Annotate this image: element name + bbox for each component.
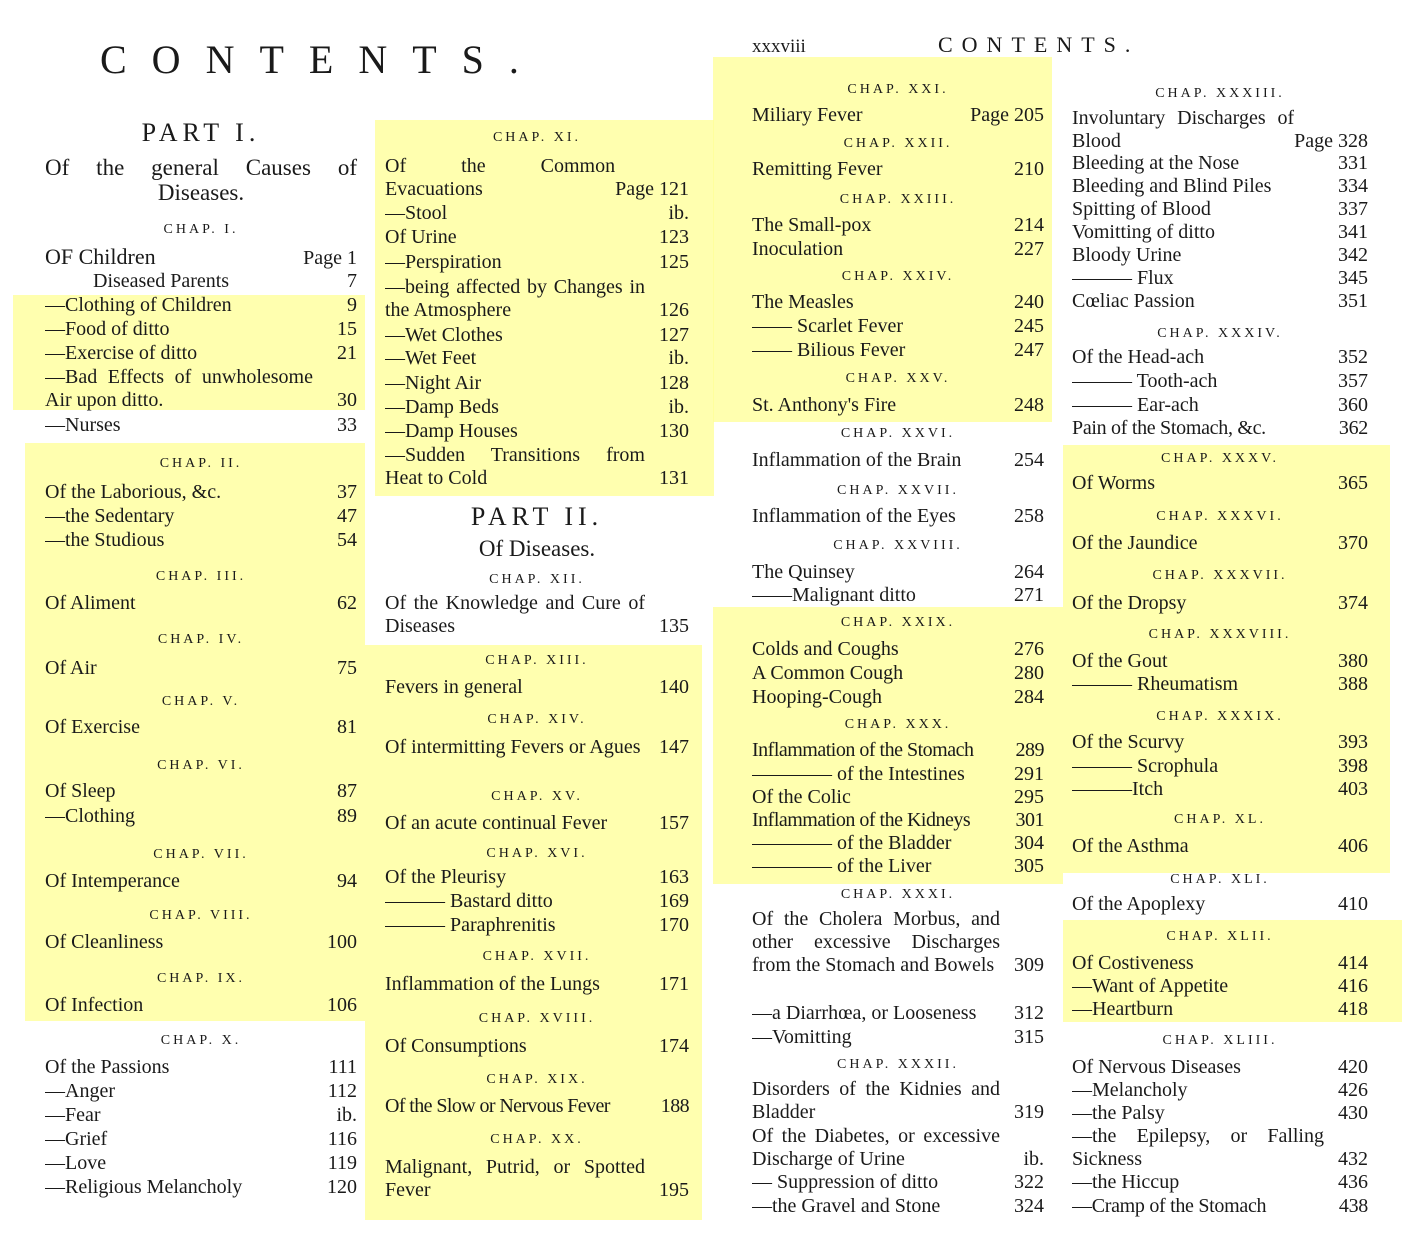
chapter-label: CHAP. XXIX. [840,615,956,630]
contents-entry: Disorders of the Kidnies and Bladder 319 [752,1078,1044,1123]
contents-entry: —Night Air 128 [385,372,689,394]
chapter-label: CHAP. III. [155,569,247,584]
chapter-label: CHAP. XXIII. [839,192,957,207]
contents-entry: Of Sleep 87 [45,780,357,802]
contents-entry: ——— Bastard ditto 169 [385,890,689,912]
contents-column-2 [385,0,689,1247]
contents-entry: ——— Paraphrenitis 170 [385,914,689,936]
contents-entry: —Damp Beds ib. [385,396,689,418]
chapter-label: CHAP. XXXIX. [1156,709,1284,724]
contents-entry: —Clothing of Children 9 [45,294,357,316]
chapter-label: CHAP. XXXVIII. [1148,627,1292,642]
contents-entry: Of Costiveness 414 [1072,952,1368,974]
contents-entry: —Anger 112 [45,1080,357,1102]
part-subtitle: Of Diseases. [478,536,596,561]
chapter-label: CHAP. XXVII. [837,483,959,498]
contents-entry: —Fear ib. [45,1104,357,1126]
contents-entry: Of the Diabetes, or excessive Discharge of Urine ib. [752,1125,1044,1170]
contents-entry: Of the Laborious, &c. 37 [45,481,357,503]
contents-entry: ——— Flux 345 [1072,267,1368,289]
contents-entry: ———— of the Liver 305 [752,855,1044,877]
contents-entry: —the Hiccup 436 [1072,1171,1368,1193]
contents-entry: ——— Rheumatism 388 [1072,673,1368,695]
contents-entry: Bleeding at the Nose 331 [1072,152,1368,174]
contents-entry: The Small-pox 214 [752,214,1044,236]
chapter-label: CHAP. XXXI. [840,887,956,902]
contents-entry: ——Malignant ditto 271 [752,584,1044,606]
contents-column-3 [752,0,1044,1247]
contents-entry: —the Palsy 430 [1072,1102,1368,1124]
contents-entry: —Exercise of ditto 21 [45,342,357,364]
chapter-label: CHAP. XL. [1174,812,1266,827]
contents-entry: Of the Common Evacuations Page 121 [385,155,689,200]
chapter-label: CHAP. XXXV. [1161,451,1279,466]
contents-entry: Of the Dropsy 374 [1072,592,1368,614]
contents-column-4 [1072,0,1368,1247]
contents-entry: Of Air 75 [45,657,357,679]
contents-entry: —Cramp of the Stomach 438 [1072,1195,1368,1217]
contents-entry: ——— Tooth-ach 357 [1072,370,1368,392]
contents-entry: —Damp Houses 130 [385,420,689,442]
chapter-label: CHAP. I. [163,222,239,237]
chapter-label: CHAP. VIII. [149,908,253,923]
contents-entry: —Want of Appetite 416 [1072,975,1368,997]
chapter-label: CHAP. XXX. [844,717,952,732]
chapter-label: CHAP. IV. [157,632,245,647]
contents-entry: Of the Pleurisy 163 [385,866,689,888]
contents-entry: Of the Cholera Morbus, and other excessive Discharges from the Stomach and Bowels 309 [752,908,1044,976]
contents-entry: Diseased Parents 7 [93,270,357,292]
chapter-label: CHAP. XXI. [847,82,949,97]
contents-entry: The Measles 240 [752,291,1044,313]
contents-entry: —Heartburn 418 [1072,998,1368,1020]
chapter-label: CHAP. XXXIV. [1157,326,1283,341]
chapter-label: CHAP. XXII. [843,136,953,151]
contents-entry: Fevers in general 140 [385,676,689,698]
contents-entry: Of Aliment 62 [45,592,357,614]
contents-entry: Hooping-Cough 284 [752,686,1044,708]
contents-entry: —Melancholy 426 [1072,1079,1368,1101]
contents-entry: Bloody Urine 342 [1072,244,1368,266]
chapter-label: CHAP. XI. [492,130,582,145]
contents-entry: —Grief 116 [45,1128,357,1150]
contents-entry: A Common Cough 280 [752,662,1044,684]
contents-entry: Of Worms 365 [1072,472,1368,494]
chapter-label: CHAP. XVIII. [478,1011,596,1026]
chapter-label: CHAP. II. [159,456,243,471]
contents-entry: —being affected by Changes in the Atmosphere 126 [385,276,689,321]
chapter-label: CHAP. IX. [156,971,246,986]
contents-entry: Of the Knowledge and Cure of Diseases 135 [385,592,689,637]
contents-entry: Remitting Fever 210 [752,158,1044,180]
contents-entry: —the Sedentary 47 [45,505,357,527]
chapter-label: CHAP. X. [160,1033,242,1048]
contents-entry: St. Anthony's Fire 248 [752,394,1044,416]
chapter-label: CHAP. VII. [153,847,249,862]
chapter-label: CHAP. XIX. [486,1072,588,1087]
part-subtitle: Of the general Causes of Diseases. [45,155,357,205]
chapter-label: CHAP. V. [161,694,241,709]
chapter-label: CHAP. XVII. [482,949,592,964]
contents-entry: Vomitting of ditto 341 [1072,221,1368,243]
part-heading: PART I. [141,118,261,147]
contents-entry: Of the Apoplexy 410 [1072,893,1368,915]
page-title-right: CONTENTS. [938,32,1140,57]
page-title-left: CONTENTS. [100,37,544,82]
contents-entry: ———— of the Intestines 291 [752,763,1044,785]
chapter-label: CHAP. XII. [489,572,585,587]
contents-entry: —Sudden Transitions from Heat to Cold 131 [385,444,689,489]
contents-entry: Inflammation of the Eyes 258 [752,505,1044,527]
chapter-label: CHAP. XXVIII. [833,538,963,553]
chapter-label: CHAP. VI. [157,758,245,773]
chapter-label: CHAP. XXXVI. [1156,509,1284,524]
contents-entry: Inoculation 227 [752,238,1044,260]
contents-entry: —Religious Melancholy 120 [45,1176,357,1198]
contents-entry: Spitting of Blood 337 [1072,198,1368,220]
contents-entry: The Quinsey 264 [752,561,1044,583]
contents-entry: —Food of ditto 15 [45,318,357,340]
contents-entry: —Clothing 89 [45,805,357,827]
contents-entry: —Stool ib. [385,202,689,224]
contents-entry: Of the Asthma 406 [1072,835,1368,857]
contents-entry: ——— Ear-ach 360 [1072,394,1368,416]
contents-entry: —Perspiration 125 [385,251,689,273]
contents-entry: Pain of the Stomach, &c. 362 [1072,417,1368,439]
chapter-label: CHAP. XXV. [845,371,951,386]
contents-entry: Of the Passions 111 [45,1056,357,1078]
chapter-label: CHAP. XX. [490,1132,584,1147]
contents-entry: —Bad Effects of unwholesome Air upon ditto. 30 [45,366,357,411]
contents-entry: Colds and Coughs 276 [752,638,1044,660]
contents-entry: Of the Colic 295 [752,786,1044,808]
contents-entry: Inflammation of the Lungs 171 [385,973,689,995]
contents-entry: Cœliac Passion 351 [1072,290,1368,312]
part-heading: PART II. [470,502,604,531]
contents-entry: Of intermitting Fevers or Agues 147 [385,736,689,758]
contents-entry: Bleeding and Blind Piles 334 [1072,175,1368,197]
contents-entry: Of Consumptions 174 [385,1035,689,1057]
contents-entry: —Wet Clothes 127 [385,324,689,346]
contents-entry: Of Exercise 81 [45,716,357,738]
contents-entry: Of the Scurvy 393 [1072,731,1368,753]
chapter-label: CHAP. XLIII. [1162,1033,1278,1048]
contents-entry: Of an acute continual Fever 157 [385,812,689,834]
chapter-label: CHAP. XXIV. [841,269,955,284]
chapter-label: CHAP. XV. [491,789,583,804]
contents-entry: ———— of the Bladder 304 [752,832,1044,854]
contents-entry: Involuntary Discharges of Blood Page 328 [1072,107,1368,152]
contents-entry: Of Urine 123 [385,226,689,248]
contents-entry: OF Children Page 1 [45,245,357,269]
contents-entry: Miliary Fever Page 205 [752,104,1044,126]
contents-entry: —the Epilepsy, or Falling Sickness 432 [1072,1125,1368,1170]
chapter-label: CHAP. XXXII. [837,1057,959,1072]
contents-entry: ——— Scrophula 398 [1072,755,1368,777]
contents-entry: —— Bilious Fever 247 [752,339,1044,361]
contents-entry: —Nurses 33 [45,414,357,436]
chapter-label: CHAP. XLII. [1166,929,1274,944]
contents-entry: Malignant, Putrid, or Spotted Fever 195 [385,1156,689,1201]
chapter-label: CHAP. XLI. [1170,872,1270,887]
contents-entry: —Wet Feet ib. [385,347,689,369]
contents-entry: ———Itch 403 [1072,778,1368,800]
contents-entry: Of Nervous Diseases 420 [1072,1056,1368,1078]
chapter-label: CHAP. XXXIII. [1155,86,1285,101]
contents-column-1 [45,0,357,1247]
contents-entry: Of Infection 106 [45,994,357,1016]
contents-entry: —the Studious 54 [45,529,357,551]
contents-entry: Of Intemperance 94 [45,870,357,892]
chapter-label: CHAP. XIII. [485,653,589,668]
contents-entry: —a Diarrhœa, or Looseness 312 [752,1002,1044,1024]
contents-entry: —the Gravel and Stone 324 [752,1195,1044,1217]
contents-entry: Of the Head-ach 352 [1072,346,1368,368]
contents-entry: Inflammation of the Stomach 289 [752,739,1044,761]
page-number: xxxviii [752,36,806,57]
contents-entry: Of the Jaundice 370 [1072,532,1368,554]
chapter-label: CHAP. XXVI. [840,426,956,441]
contents-entry: Of the Gout 380 [1072,650,1368,672]
contents-entry: Inflammation of the Kidneys 301 [752,809,1044,831]
contents-entry: —— Scarlet Fever 245 [752,315,1044,337]
chapter-label: CHAP. XVI. [486,846,588,861]
contents-entry: — Suppression of ditto 322 [752,1171,1044,1193]
chapter-label: CHAP. XIV. [487,712,587,727]
contents-entry: Of the Slow or Nervous Fever 188 [385,1095,689,1117]
contents-entry: Inflammation of the Brain 254 [752,449,1044,471]
contents-entry: —Vomitting 315 [752,1026,1044,1048]
contents-entry: Of Cleanliness 100 [45,931,357,953]
chapter-label: CHAP. XXXVII. [1152,568,1288,583]
contents-entry: —Love 119 [45,1152,357,1174]
